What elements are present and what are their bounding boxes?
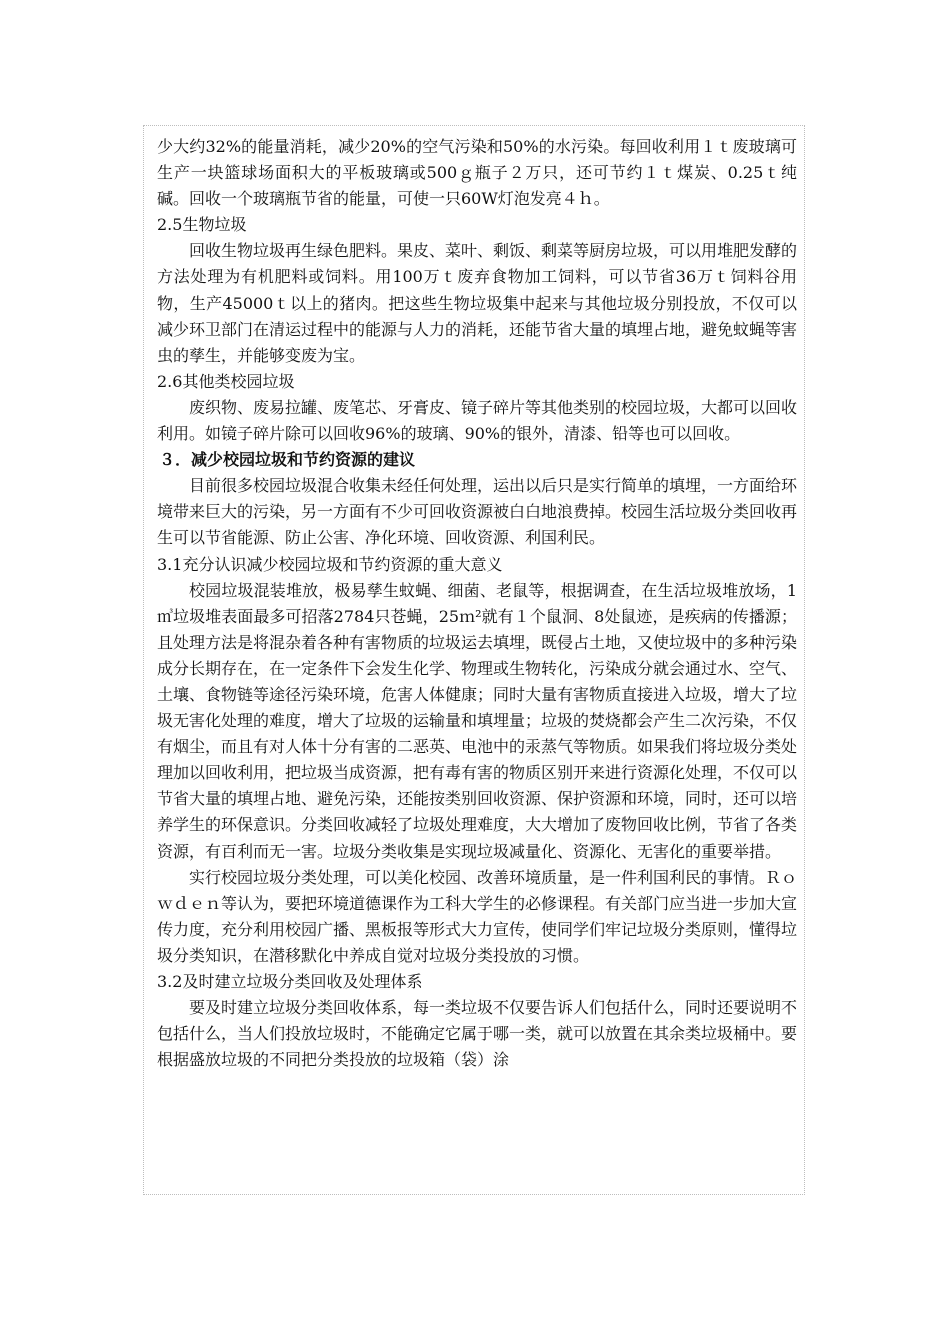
section-heading-3-1: 3.1充分认识减少校园垃圾和节约资源的重大意义	[157, 554, 503, 574]
section-heading-2-6: 2.6其他类校园垃圾	[157, 371, 295, 391]
paragraph-glass-recycling: 少大约32%的能量消耗，减少20%的空气污染和50%的水污染。每回收利用１ｔ废玻璃可生产一块篮球场面积大的平板玻璃或500ｇ瓶子２万只，还可节约１ｔ煤炭、0.25ｔ纯碱。回收一个玻璃瓶节省的能量，可使一只60W灯泡发亮４ｈ。	[157, 137, 797, 209]
document-body	[157, 134, 797, 1073]
section-heading-3: ３．减少校园垃圾和节约资源的建议	[159, 450, 416, 470]
section-heading-3-2: 3.2及时建立垃圾分类回收及处理体系	[157, 972, 423, 991]
section-heading-2-5: 2.5生物垃圾	[157, 215, 247, 235]
paragraph-recycling-system: 要及时建立垃圾分类回收体系，每一类垃圾不仅要告诉人们包括什么，同时还要说明不包括什么，当人们投放垃圾时，不能确定它属于哪一类，就可以放置在其余类垃圾桶中。要根据盛放垃圾的不同把分类投放的垃圾箱（袋）涂	[157, 998, 798, 1070]
paragraph-other-waste: 废织物、废易拉罐、废笔芯、牙膏皮、镜子碎片等其他类别的校园垃圾，大都可以回收利用。如镜子碎片除可以回收96%的玻璃、90%的银外，清漆、铅等也可以回收。	[157, 397, 798, 444]
paragraph-significance: 校园垃圾混装堆放，极易孳生蚊蝇、细菌、老鼠等，根据调查，在生活垃圾堆放场，1㎥垃圾堆表面最多可招落2784只苍蝇，25ｍ²就有１个鼠洞、8处鼠迹，是疾病的传播源；且处理方法是将混杂着各种有害物质的垃圾运去填埋，既侵占土地，又使垃圾中的多种污染成分长期存在，在一定条件下会发生化学、物理或生物转化，污染成分就会通过水、空气、土壤、食物链等途径污染环境，危害人体健康；同时大量有害物质直接进入垃圾，增大了垃圾无害化处理的难度，增大了垃圾的运输量和填埋量；垃圾的焚烧都会产生二次污染，不仅有烟尘，而且有对人体十分有害的二恶英、电池中的汞蒸气等物质。如果我们将垃圾分类处理加以回收利用，把垃圾当成资源，把有毒有害的物质区别开来进行资源化处理，不仅可以节省大量的填埋占地、避免污染，还能按类别回收资源、保护资源和环境，同时，还可以培养学生的环保意识。分类回收减轻了垃圾处理难度，大大增加了废物回收比例，节省了各类资源，有百利而无一害。垃圾分类收集是实现垃圾减量化、资源化、无害化的重要举措。	[157, 580, 798, 861]
paragraph-suggestions-intro: 目前很多校园垃圾混合收集未经任何处理，运出以后只是实行简单的填埋，一方面给环境带来巨大的污染，另一方面有不少可回收资源被白白地浪费掉。校园生活垃圾分类回收再生可以节省能源、防止公害、净化环境、回收资源、利国利民。	[157, 476, 798, 548]
paragraph-campus-classification: 实行校园垃圾分类处理，可以美化校园、改善环境质量，是一件利国利民的事情。Ｒｏｗｄｅｎ等认为，要把环境道德课作为工科大学生的必修课程。有关部门应当进一步加大宣传力度，充分利用校园广播、黑板报等形式大力宣传，使同学们牢记垃圾分类原则，懂得垃圾分类知识，在潜移默化中养成自觉对垃圾分类投放的习惯。	[157, 867, 798, 965]
paragraph-biological-waste: 回收生物垃圾再生绿色肥料。果皮、菜叶、剩饭、剩菜等厨房垃圾，可以用堆肥发酵的方法处理为有机肥料或饲料。用100万ｔ废弃食物加工饲料，可以节省36万ｔ饲料谷用物，生产45000ｔ以上的猪肉。把这些生物垃圾集中起来与其他垃圾分别投放，不仅可以减少环卫部门在清运过程中的能源与人力的消耗，还能节省大量的填埋占地，避免蚊蝇等害虫的孳生，并能够变废为宝。	[157, 241, 798, 365]
